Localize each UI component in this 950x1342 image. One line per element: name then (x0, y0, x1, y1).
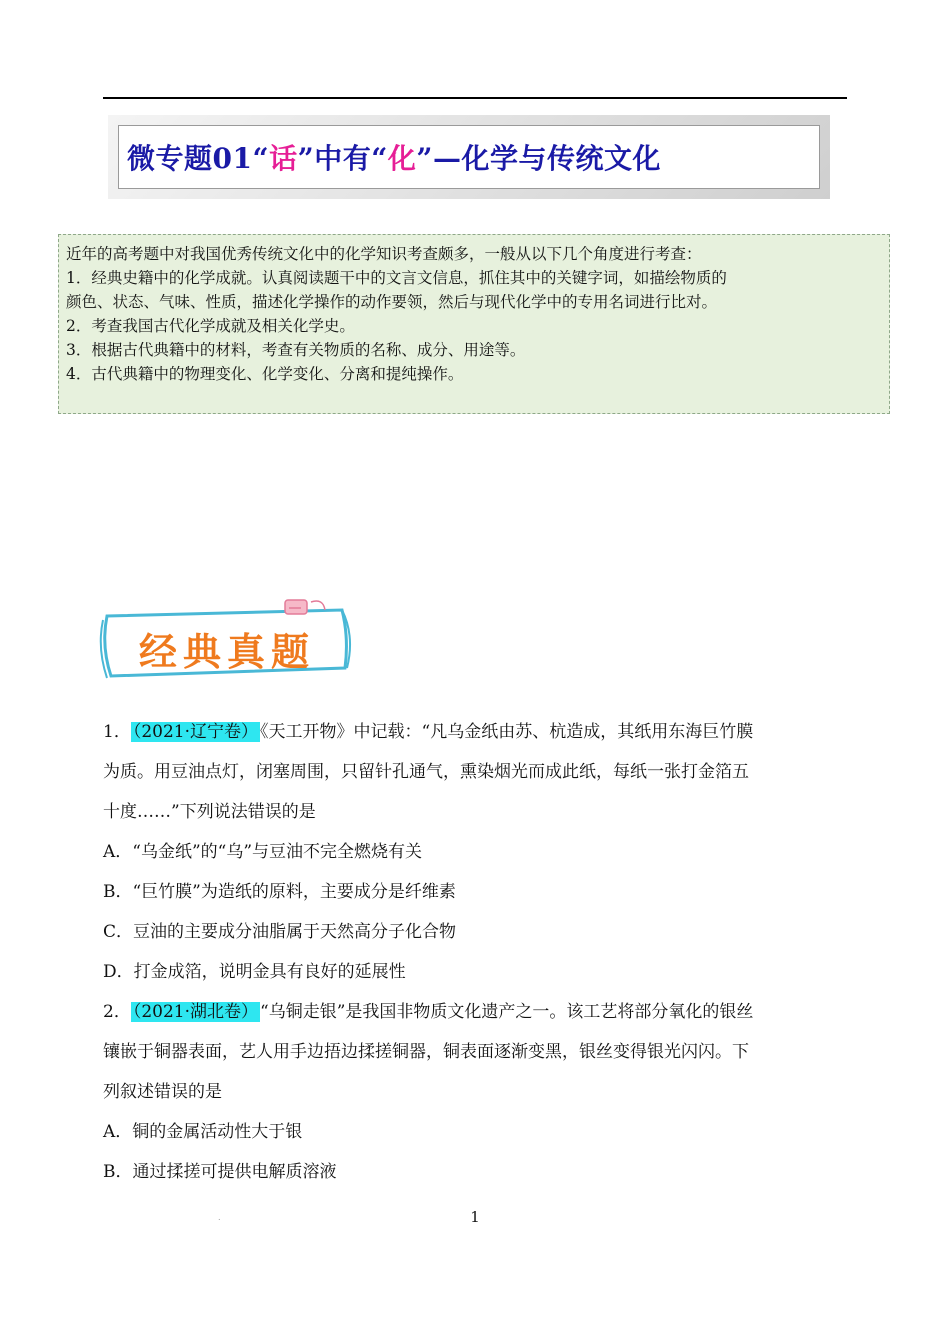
intro-line: 1．经典史籍中的化学成就。认真阅读题干中的文言文信息，抓住其中的关键字词，如描绘物质的 (66, 269, 727, 287)
section-banner (97, 598, 357, 684)
page-number: 1 (470, 1208, 480, 1226)
question-1-option-c: C．豆油的主要成分油脂属于天然高分子化合物 (103, 922, 457, 942)
question-1-option-a: A．“乌金纸”的“乌”与豆油不完全燃烧有关 (103, 842, 423, 862)
question-1-option-b: B．“巨竹膜”为造纸的原料，主要成分是纤维素 (103, 882, 456, 902)
question-1-line-3: 十度……”下列说法错误的是 (103, 802, 316, 822)
page-title: 微专题01“话”中有“化”—化学与传统文化 (127, 142, 661, 175)
question-1-line-1: 1． （2021·辽宁卷） 《天工开物》中记载：“凡乌金纸由苏、杭造成，其纸用东海巨竹膜 (103, 722, 754, 742)
intro-line: 4．古代典籍中的物理变化、化学变化、分离和提纯操作。 (66, 365, 464, 383)
footer-mark: . (218, 1213, 221, 1222)
question-2-tag: （2021·湖北卷） (132, 1002, 258, 1022)
question-2-line-1: 2． （2021·湖北卷） “乌铜走银”是我国非物质文化遗产之一。该工艺将部分氧化的银丝 (103, 1002, 754, 1022)
question-2-line-3: 列叙述错误的是 (103, 1082, 222, 1102)
intro-line: 近年的高考题中对我国优秀传统文化中的化学知识考查颇多，一般从以下几个角度进行考查： (66, 245, 702, 263)
question-1-option-d: D．打金成箔，说明金具有良好的延展性 (103, 962, 406, 982)
question-2-option-a: A．铜的金属活动性大于银 (103, 1122, 303, 1142)
header-rule (103, 97, 847, 99)
banner-label: 经典真题 (139, 629, 316, 674)
intro-line: 颜色、状态、气味、性质，描述化学操作的动作要领，然后与现代化学中的专用名词进行比对。 (66, 293, 718, 311)
question-1-line-2: 为质。用豆油点灯，闭塞周围，只留针孔通气，熏染烟光而成此纸，每纸一张打金箔五 (103, 762, 749, 782)
intro-box (58, 234, 890, 414)
title-highlight-2: 化 (387, 142, 417, 175)
question-2-line-2: 镶嵌于铜器表面，艺人用手边捂边揉搓铜器，铜表面逐渐变黑，银丝变得银光闪闪。下 (103, 1042, 749, 1062)
title-inner (118, 125, 820, 189)
intro-line: 3．根据古代典籍中的材料，考查有关物质的名称、成分、用途等。 (66, 341, 526, 359)
title-frame (108, 115, 830, 199)
questions (103, 716, 851, 1196)
question-2-option-b: B．通过揉搓可提供电解质溶液 (103, 1162, 337, 1182)
question-1-tag: （2021·辽宁卷） (132, 722, 258, 742)
title-highlight-1: 话 (269, 142, 298, 175)
intro-line: 2．考查我国古代化学成就及相关化学史。 (66, 317, 355, 335)
